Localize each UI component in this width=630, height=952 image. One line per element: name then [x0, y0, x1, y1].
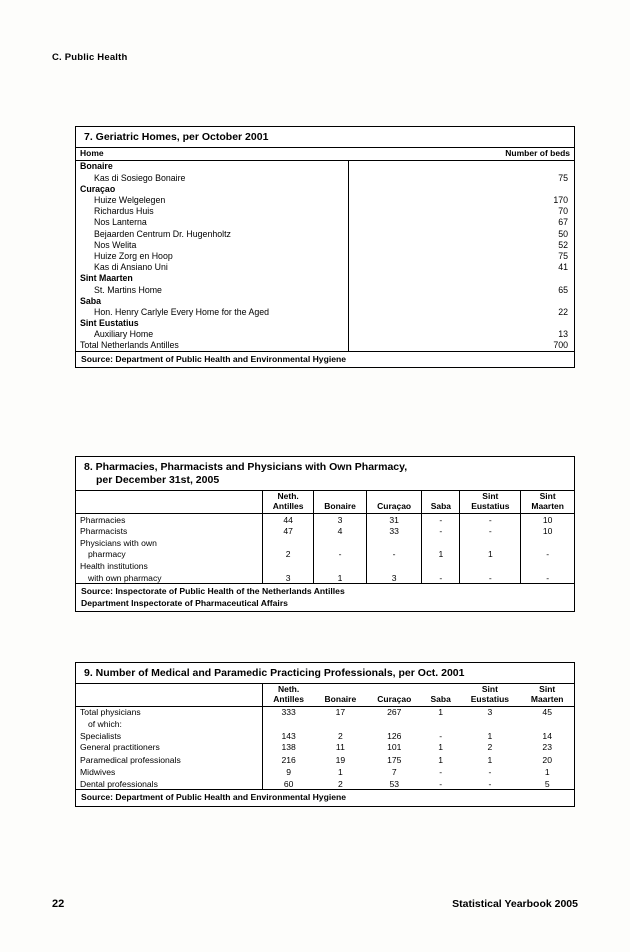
- table8-cell-value: -: [422, 513, 460, 525]
- table-7-cell-home: Kas di Ansiano Uni: [94, 262, 168, 273]
- table9-cell-value: 1: [438, 742, 444, 753]
- table-7-cell-beds: 41: [349, 262, 575, 273]
- table-7-body: [76, 160, 574, 351]
- table8-cell-value: 31: [366, 513, 422, 525]
- table8-cell-label: Pharmacies: [80, 514, 126, 525]
- table8-cell-value: 3: [366, 572, 422, 584]
- table-row: [76, 513, 574, 525]
- table-7-cell-beds: [349, 273, 575, 284]
- table9-cell-value: 23: [542, 742, 552, 753]
- table-7-cell-home: Sint Maarten: [80, 273, 133, 284]
- table8-cell-value: [366, 537, 422, 549]
- table-row: [76, 250, 574, 261]
- table-7-cell-beds: 50: [349, 228, 575, 239]
- table-7-cell-home: Nos Welita: [94, 239, 137, 250]
- table9-cell-label: General practitioners: [80, 742, 160, 753]
- table-row: [76, 160, 574, 172]
- table9-cell-value: 17: [335, 707, 346, 718]
- table-row: [76, 318, 574, 329]
- table9-cell-value: 2: [337, 730, 343, 741]
- table9-cell-value: [314, 718, 366, 730]
- table9-cell-value: 101: [387, 742, 402, 753]
- table-8-title-line1: 8. Pharmacies, Pharmacists and Physicians with Own Pharmacy,: [84, 461, 408, 473]
- table8-cell-value: [263, 537, 314, 549]
- table-8-source: [76, 583, 574, 610]
- table9-cell-value: 1: [337, 767, 343, 778]
- table-7-cell-beds: 75: [349, 250, 575, 261]
- table-8-col-neth-antilles: Neth. Antilles: [263, 491, 314, 514]
- table-8: [76, 490, 574, 583]
- table9-cell-label: Midwives: [80, 767, 116, 778]
- table8-cell-value: -: [314, 549, 367, 561]
- table9-cell-value: 7: [391, 767, 397, 778]
- table8-cell-value: 33: [366, 525, 422, 537]
- table8-cell-value: -: [521, 549, 574, 561]
- table-7-cell-beds: 700: [349, 340, 575, 351]
- table9-cell-value: [520, 718, 574, 730]
- table-row: [76, 537, 574, 549]
- table9-cell-value: [367, 718, 422, 730]
- table8-cell-label: Physicians with own: [80, 537, 157, 548]
- table9-cell-value: 11: [335, 742, 345, 753]
- table8-cell-value: 3: [263, 572, 314, 584]
- table9-cell-value: 143: [263, 730, 315, 742]
- table8-cell-value: [422, 560, 460, 572]
- table8-cell-value: 44: [263, 513, 314, 525]
- table-row: [76, 295, 574, 306]
- table9-cell-label: Dental professionals: [80, 778, 158, 789]
- table-7-source: Source: Department of Public Health and Environmental Hygiene: [76, 351, 574, 367]
- table9-cell-value: 2: [337, 778, 343, 789]
- table9-cell-value: 126: [387, 730, 402, 741]
- table9-cell-value: -: [488, 767, 492, 778]
- table9-cell-value: 1: [438, 755, 444, 766]
- table-9-body: [76, 706, 574, 789]
- table-row: [76, 194, 574, 205]
- table8-cell-value: [521, 537, 574, 549]
- table8-cell-value: -: [460, 513, 521, 525]
- table9-cell-value: -: [439, 730, 443, 741]
- table-8-col-sint-maarten: Sint Maarten: [521, 491, 574, 514]
- table-7-title: 7. Geriatric Homes, per October 2001: [84, 131, 269, 143]
- table-row: [76, 741, 574, 753]
- table8-cell-value: -: [521, 572, 574, 584]
- table9-cell-value: 175: [387, 755, 402, 766]
- table-row: [76, 560, 574, 572]
- table-9-source: Source: Department of Public Health and Environmental Hygiene: [76, 789, 574, 805]
- table-row: [76, 273, 574, 284]
- table-8-source-line1: Source: Inspectorate of Public Health of the Netherlands Antilles: [81, 586, 345, 597]
- table-7-cell-home: St. Martins Home: [94, 284, 162, 295]
- table-7-cell-beds: [349, 318, 575, 329]
- table-row: [76, 549, 574, 561]
- table9-cell-label: Total physicians: [80, 707, 141, 718]
- table-9-col-saba: Saba: [422, 684, 459, 707]
- table-7-cell-beds: [349, 295, 575, 306]
- table8-cell-value: -: [422, 572, 460, 584]
- table-7-header-row: [76, 148, 574, 161]
- table-row: [76, 206, 574, 217]
- table8-cell-value: [263, 560, 314, 572]
- table8-cell-value: [521, 560, 574, 572]
- table-7-cell-home: Huize Welgelegen: [94, 195, 166, 206]
- table-9-block: [75, 662, 575, 807]
- table9-cell-value: 1: [487, 755, 493, 766]
- table9-cell-value: 267: [387, 707, 402, 718]
- table-8-col-blank: [76, 491, 263, 514]
- table-row: [76, 718, 574, 730]
- table-7-cell-home: Total Netherlands Antilles: [80, 340, 179, 351]
- table9-cell-value: 216: [263, 755, 315, 767]
- table9-cell-value: [263, 718, 315, 730]
- table-7-cell-home: Hon. Henry Carlyle Every Home for the Aged: [94, 306, 270, 317]
- table9-cell-label: Specialists: [80, 730, 122, 741]
- table-7-cell-beds: 170: [349, 194, 575, 205]
- table9-cell-value: [459, 718, 520, 730]
- table-9-col-sint-eustatius: Sint Eustatius: [459, 684, 520, 707]
- table8-cell-value: 3: [314, 513, 367, 525]
- table-row: [76, 766, 574, 778]
- table8-cell-label: Health institutions: [80, 560, 148, 571]
- table-8-header-row: [76, 491, 574, 514]
- table9-cell-label: Paramedical professionals: [80, 755, 181, 766]
- table-9-col-blank: [76, 684, 263, 707]
- table8-cell-value: -: [366, 549, 422, 561]
- table8-cell-value: -: [460, 572, 521, 584]
- table-8-body: [76, 513, 574, 583]
- table-7-cell-home: Bejaarden Centrum Dr. Hugenholtz: [94, 228, 231, 239]
- table9-cell-value: 1: [487, 730, 493, 741]
- table-8-title: [76, 457, 574, 490]
- table-7-cell-beds: 13: [349, 329, 575, 340]
- table9-cell-value: 2: [487, 742, 493, 753]
- table-row: [76, 329, 574, 340]
- table8-cell-value: 10: [521, 525, 574, 537]
- table8-cell-value: [366, 560, 422, 572]
- table-7-cell-home: Bonaire: [80, 161, 113, 172]
- table8-cell-label: pharmacy: [88, 549, 126, 560]
- table-8-col-sint-eustatius: Sint Eustatius: [460, 491, 521, 514]
- table-row: [76, 217, 574, 228]
- table-row: [76, 228, 574, 239]
- table9-cell-value: 9: [263, 766, 315, 778]
- table-row: [76, 183, 574, 194]
- table-9-col-bonaire: Bonaire: [314, 684, 366, 707]
- table-9-header-row: [76, 684, 574, 707]
- table8-cell-value: 1: [314, 572, 367, 584]
- table-7-cell-beds: 65: [349, 284, 575, 295]
- table8-cell-value: 1: [460, 549, 521, 561]
- table-row: [76, 239, 574, 250]
- table-7: [76, 147, 574, 351]
- table-row: [76, 262, 574, 273]
- table-9-title: 9. Number of Medical and Paramedic Practicing Professionals, per Oct. 2001: [84, 667, 465, 679]
- table9-cell-value: 333: [263, 706, 315, 718]
- table-row: [76, 778, 574, 790]
- table8-cell-value: -: [422, 525, 460, 537]
- table-row: [76, 730, 574, 742]
- table8-cell-value: 2: [263, 549, 314, 561]
- table9-cell-value: 19: [335, 755, 346, 766]
- table-8-col-curacao: Curaçao: [366, 491, 422, 514]
- table-7-cell-beds: [349, 160, 575, 172]
- table-7-cell-beds: 52: [349, 239, 575, 250]
- table-7-cell-home: Saba: [80, 295, 102, 306]
- table9-cell-value: [422, 718, 459, 730]
- table9-cell-value: -: [439, 778, 443, 789]
- table8-cell-value: 10: [521, 513, 574, 525]
- table-row: [76, 525, 574, 537]
- table-7-col-home: Home: [76, 148, 349, 161]
- table8-cell-value: 1: [422, 549, 460, 561]
- table-row: [76, 340, 574, 351]
- table8-cell-label: with own pharmacy: [88, 572, 162, 583]
- table-8-source-line2: Department Inspectorate of Pharmaceutical Affairs: [81, 597, 288, 608]
- table-8-block: [75, 456, 575, 612]
- table8-cell-value: [314, 537, 367, 549]
- table-7-cell-home: Kas di Sosiego Bonaire: [94, 172, 186, 183]
- table-7-cell-beds: 70: [349, 206, 575, 217]
- table-row: [76, 572, 574, 584]
- table-7-cell-home: Richardus Huis: [94, 206, 154, 217]
- table-7-cell-home: Sint Eustatius: [80, 318, 139, 329]
- table-row: [76, 706, 574, 718]
- table8-cell-value: 47: [263, 525, 314, 537]
- table9-cell-value: 1: [544, 767, 550, 778]
- table-7-cell-home: Huize Zorg en Hoop: [94, 250, 173, 261]
- table9-cell-value: 14: [542, 730, 552, 741]
- table-8-title-line2: per December 31st, 2005: [96, 474, 220, 487]
- footer-title: Statistical Yearbook 2005: [452, 898, 578, 910]
- table9-cell-value: 53: [389, 778, 400, 789]
- table-row: [76, 755, 574, 767]
- table9-cell-value: 45: [542, 707, 552, 718]
- table9-cell-label: of which:: [88, 719, 122, 730]
- table-7-cell-home: Auxiliary Home: [94, 329, 154, 340]
- table9-cell-value: -: [439, 767, 443, 778]
- table-9-col-sint-maarten: Sint Maarten: [520, 684, 574, 707]
- table9-cell-value: 138: [263, 741, 315, 753]
- table-7-cell-beds: [349, 183, 575, 194]
- table8-cell-value: [460, 560, 521, 572]
- table-7-cell-beds: 75: [349, 172, 575, 183]
- table9-cell-value: 5: [544, 778, 550, 789]
- section-heading: C. Public Health: [52, 52, 128, 63]
- table-7-block: [75, 126, 575, 368]
- table-7-cell-home: Curaçao: [80, 183, 116, 194]
- table9-cell-value: 3: [487, 707, 493, 718]
- table9-cell-value: 60: [263, 778, 315, 790]
- table-8-col-saba: Saba: [422, 491, 460, 514]
- table-7-cell-beds: 22: [349, 306, 575, 317]
- table8-cell-label: Pharmacists: [80, 526, 128, 537]
- table-row: [76, 306, 574, 317]
- table-9-col-curacao: Curaçao: [367, 684, 422, 707]
- table8-cell-value: [460, 537, 521, 549]
- table8-cell-value: [314, 560, 367, 572]
- table-7-cell-home: Nos Lanterna: [94, 217, 147, 228]
- table-9: [76, 683, 574, 789]
- table-8-col-bonaire: Bonaire: [314, 491, 367, 514]
- table8-cell-value: [422, 537, 460, 549]
- table-7-cell-beds: 67: [349, 217, 575, 228]
- table-row: [76, 172, 574, 183]
- table9-cell-value: -: [488, 778, 492, 789]
- table8-cell-value: -: [460, 525, 521, 537]
- table8-cell-value: 4: [314, 525, 367, 537]
- page-number: 22: [52, 898, 65, 910]
- table-row: [76, 284, 574, 295]
- table9-cell-value: 20: [542, 755, 552, 766]
- table-9-col-neth-antilles: Neth. Antilles: [263, 684, 315, 707]
- table-7-col-beds: Number of beds: [349, 148, 575, 161]
- table9-cell-value: 1: [438, 707, 444, 718]
